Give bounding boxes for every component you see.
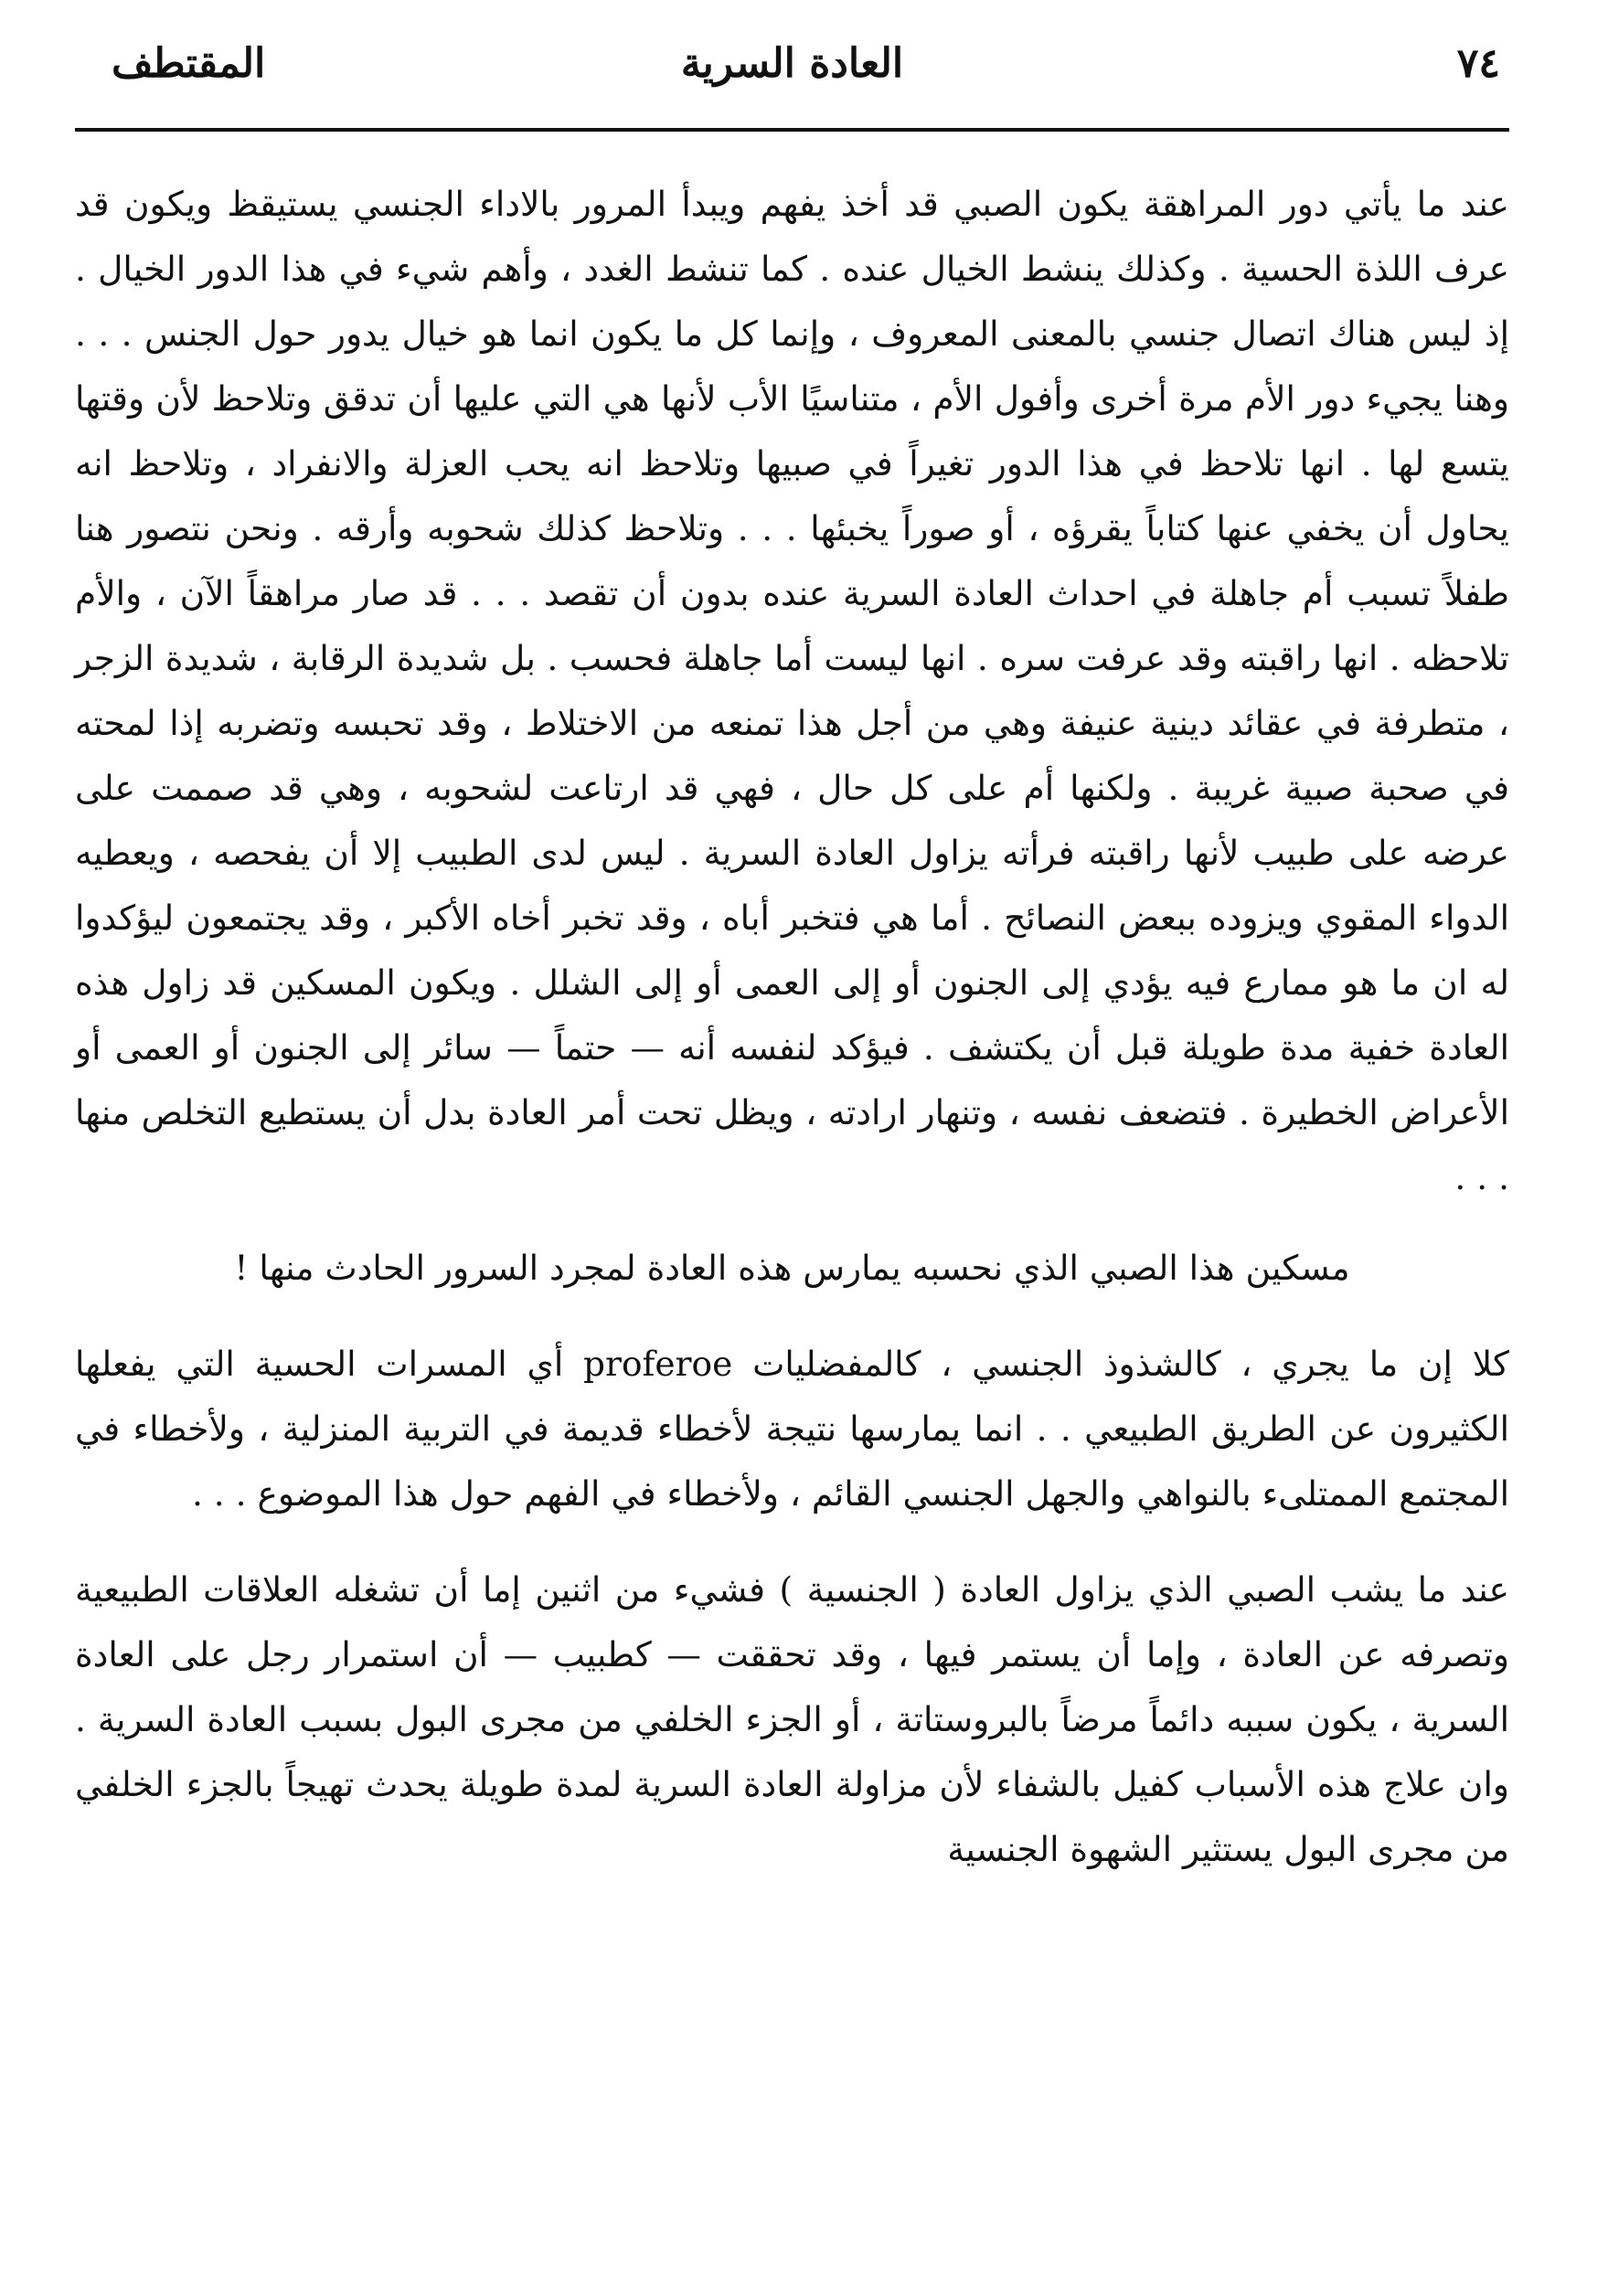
journal-name: المقتطف <box>112 40 266 87</box>
page-number: ٧٤ <box>1456 40 1500 87</box>
header-rule <box>75 128 1509 132</box>
paragraph-poor-boy: مسكين هذا الصبي الذي نحسبه يمارس هذه العادة لمجرد السرور الحادث منها ! <box>234 1248 1350 1288</box>
paragraph-causes: كلا إن ما يجري ، كالشذوذ الجنسي ، كالمفضليات proferoe أي المسرات الحسية التي يفعلها الكثيرون عن الطريق الطبيعي . . انما يمارسها نتيجة لأخطاء قديمة في التربية المنزلية ، ولأخطاء في المجتمع الممتلىء بالنواهي والجهل الجنسي القائم ، ولأخطاء في الفهم حول هذا الموضوع . . . <box>75 1344 1509 1514</box>
running-header <box>75 27 1509 104</box>
article-title: العادة السرية <box>680 40 904 87</box>
article-body <box>75 172 1509 1882</box>
paragraph-adolescence: عند ما يأتي دور المراهقة يكون الصبي قد أخذ يفهم ويبدأ المرور بالاداء الجنسي يستيقظ ويكون قد عرف اللذة الحسية . وكذلك ينشط الخيال عنده . كما تنشط الغدد ، وأهم شيء في هذا الدور الخيال . إذ ليس هناك اتصال جنسي بالمعنى المعروف ، وإنما كل ما يكون انما هو خيال يدور حول الجنس . . . وهنا يجيء دور الأم مرة أخرى وأفول الأم ، متناسيًا الأب لأنها هي التي عليها أن تدقق وتلاحظ لأن وقتها يتسع لها . انها تلاحظ في هذا الدور تغيراً في صبيها وتلاحظ انه يحب العزلة والانفراد ، وتلاحظ انه يحاول أن يخفي عنها كتاباً يقرؤه ، أو صوراً يخبئها . . . وتلاحظ كذلك شحوبه وأرقه . ونحن نتصور هنا طفلاً تسبب أم جاهلة في احداث العادة السرية عنده بدون أن تقصد . . . قد صار مراهقاً الآن ، والأم تلاحظه . انها راقبته وقد عرفت سره . انها ليست أما جاهلة فحسب . بل شديدة الرقابة ، شديدة الزجر ، متطرفة في عقائد دينية عنيفة وهي من أجل هذا تمنعه من الاختلاط ، وقد تحبسه وتضربه إذا لمحته في صحبة صبية غريبة . ولكنها أم على كل حال ، فهي قد ارتاعت لشحوبه ، وهي قد صممت على عرضه على طبيب لأنها راقبته فرأته يزاول العادة السرية . ليس لدى الطبيب إلا أن يفحصه ، ويعطيه الدواء المقوي ويزوده ببعض النصائح . أما هي فتخبر أباه ، وقد تخبر أخاه الأكبر ، وقد يجتمعون ليؤكدوا له ان ما هو ممارع فيه يؤدي إلى الجنون أو إلى العمى أو إلى الشلل . ويكون المسكين قد زاول هذه العادة خفية مدة طويلة قبل أن يكتشف . فيؤكد لنفسه أنه — حتماً — سائر إلى الجنون أو العمى أو الأعراض الخطيرة . فتضعف نفسه ، وتنهار ارادته ، ويظل تحت أمر العادة بدل أن يستطيع التخلص منها . . . <box>75 184 1509 1197</box>
paragraph-adulthood: عند ما يشب الصبي الذي يزاول العادة ( الجنسية ) فشيء من اثنين إما أن تشغله العلاقات الطبيعية وتصرفه عن العادة ، وإما أن يستمر فيها ، وقد تحققت — كطبيب — أن استمرار رجل على العادة السرية ، يكون سببه دائماً مرضاً بالبروستاتة ، أو الجزء الخلفي من مجرى البول بسبب العادة السرية . وان علاج هذه الأسباب كفيل بالشفاء لأن مزاولة العادة السرية لمدة طويلة يحدث تهيجاً بالجزء الخلفي من مجرى البول يستثير الشهوة الجنسية <box>75 1569 1509 1869</box>
